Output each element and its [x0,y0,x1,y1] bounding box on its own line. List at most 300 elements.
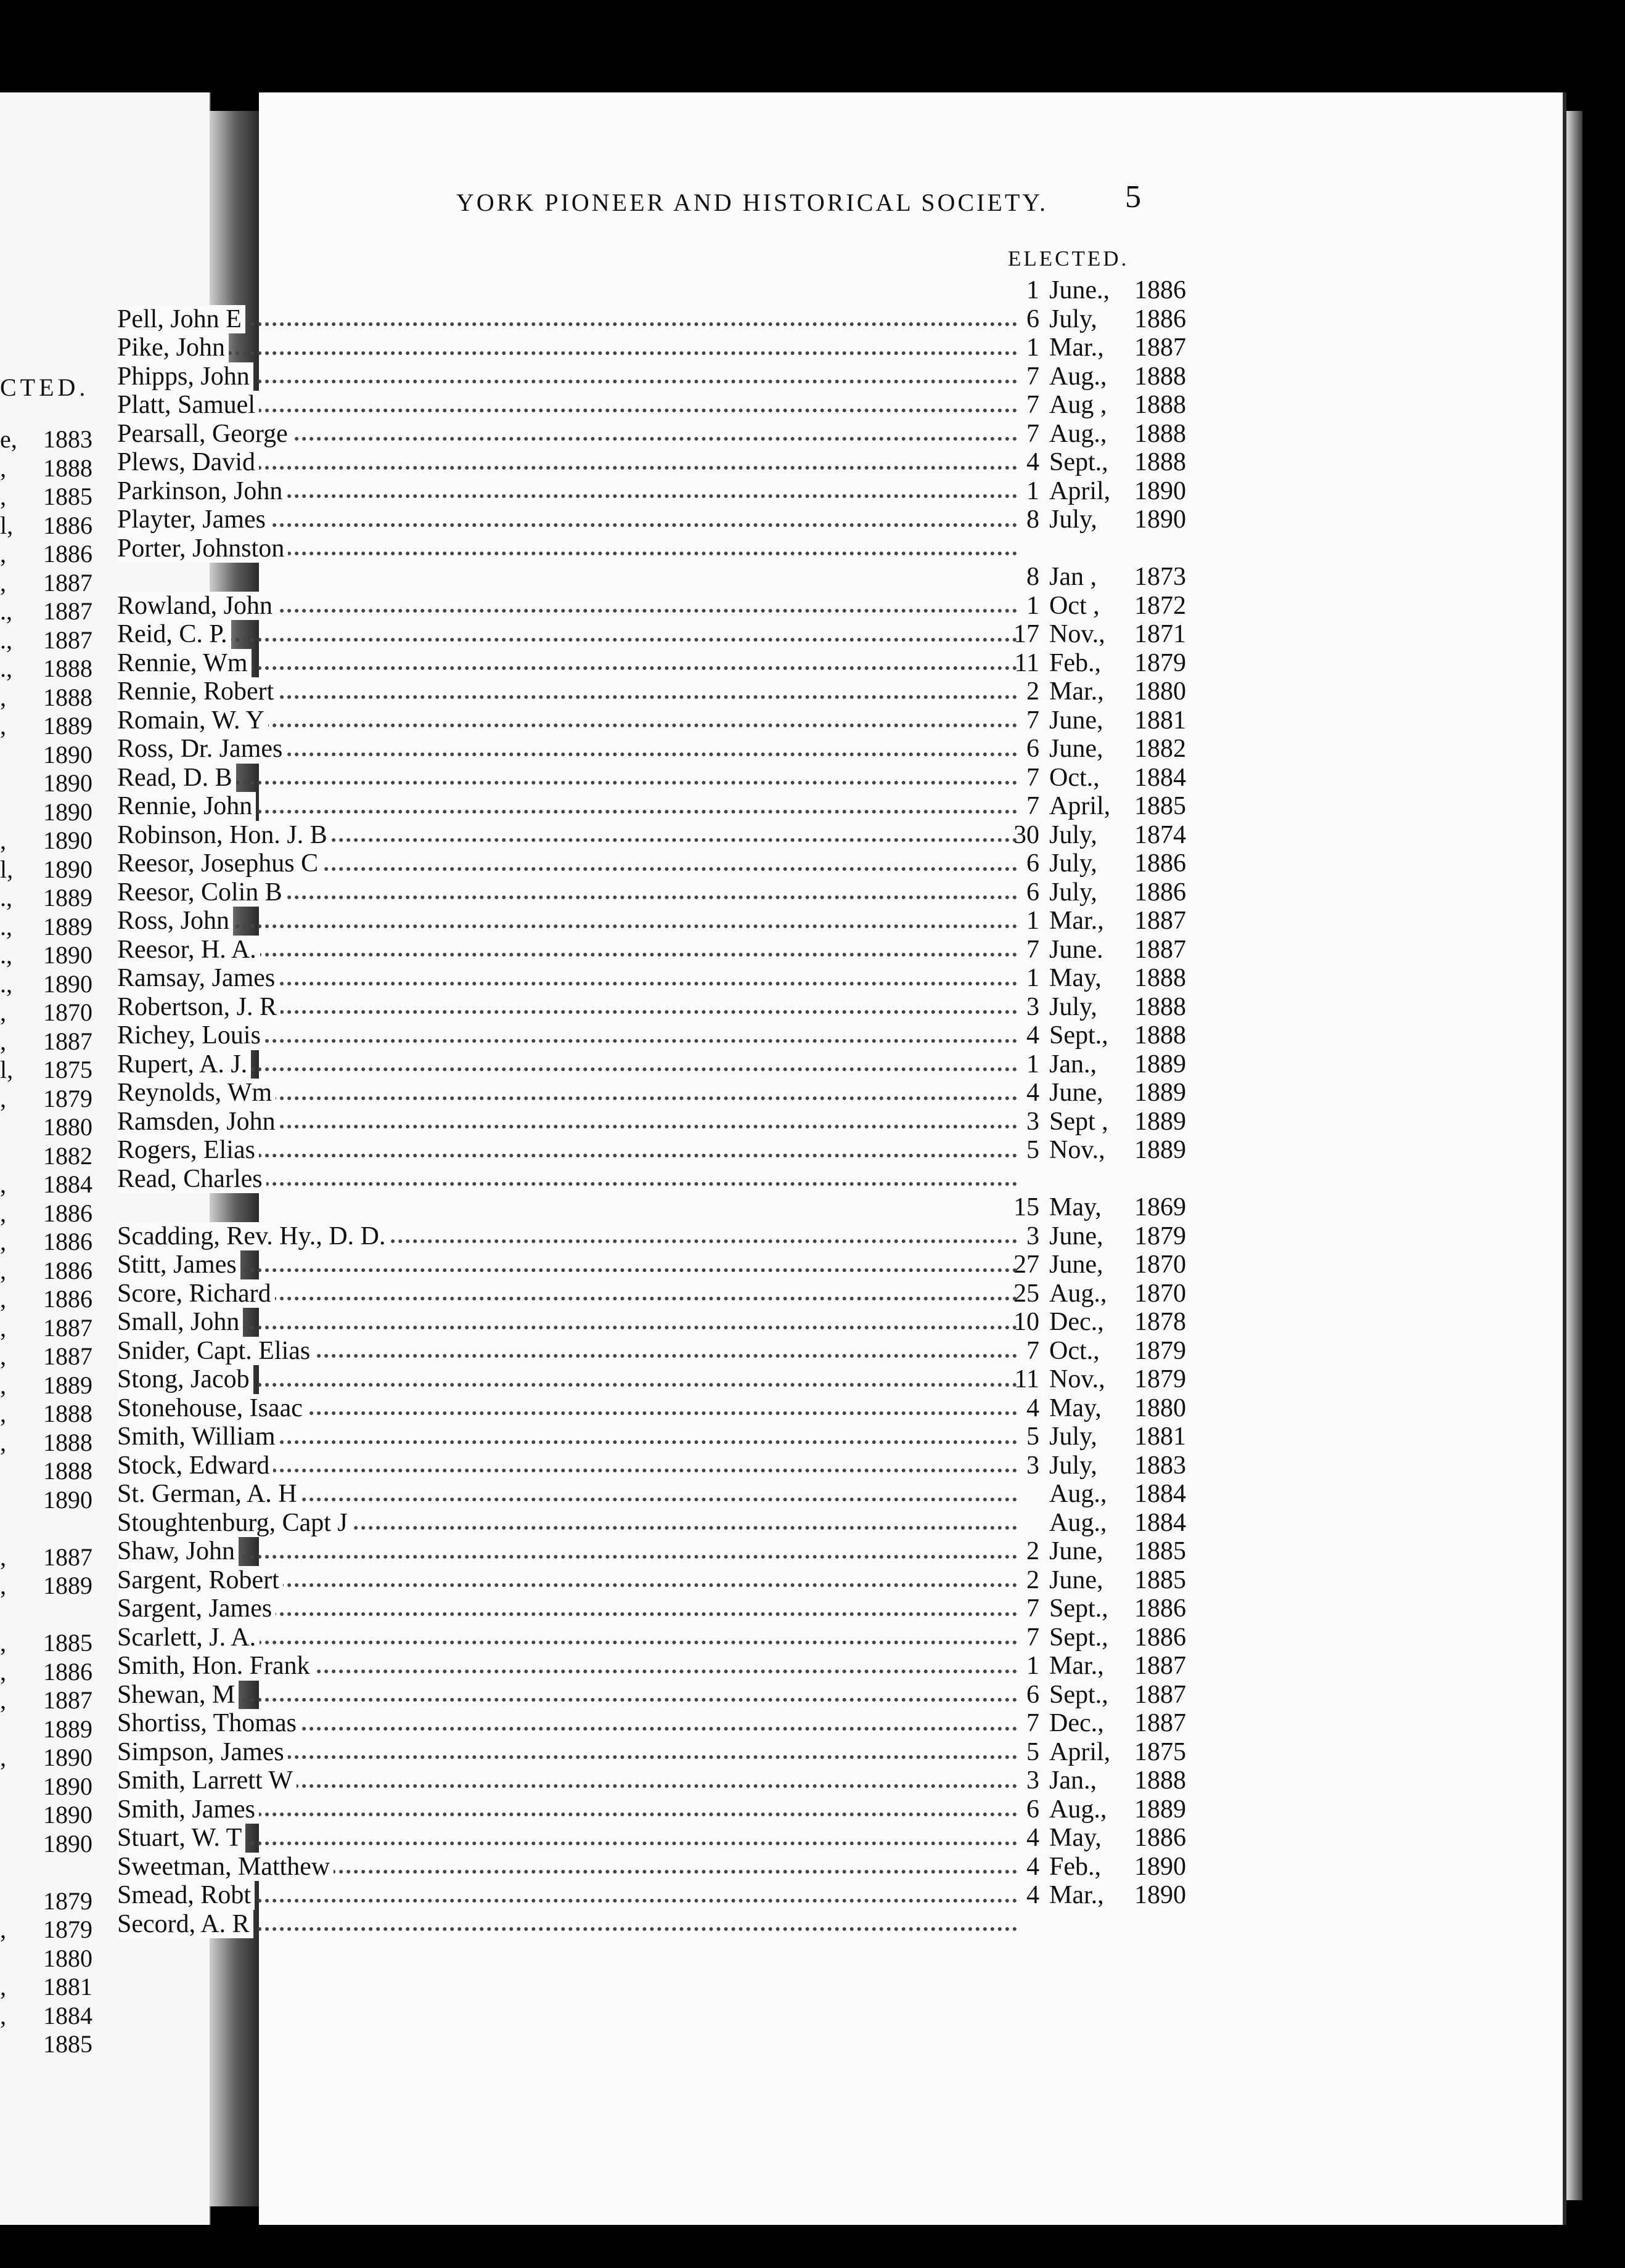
member-entry [117,1222,1221,1251]
member-name: Stuart, W. T [117,1824,245,1853]
left-year: 1887 [43,1313,92,1342]
left-fragment: , [0,454,6,482]
left-year: 1885 [43,2030,92,2058]
member-name: Phipps, John [117,362,253,391]
left-fragment: , [0,483,6,510]
member-entry [117,849,1221,878]
elected-year: 1888 [1134,964,1186,992]
left-year: 1889 [43,1572,92,1599]
elected-day: 7 [1026,362,1039,391]
member-entry [117,391,1221,420]
elected-day: 5 [1026,1737,1039,1766]
left-gap [0,1858,92,1887]
left-year: 1880 [43,1113,92,1141]
elected-month: June., [1049,276,1110,304]
elected-year: 1889 [1134,1050,1186,1079]
member-name: Rogers, Elias [117,1136,259,1165]
left-fragment: , [0,1629,6,1657]
elected-year: 1886 [1134,1594,1186,1623]
left-year: 1887 [43,1342,92,1370]
elected-month: Oct., [1049,763,1100,792]
left-fragment: , [0,1572,6,1599]
elected-day: 3 [1026,992,1039,1021]
elected-day: 6 [1026,735,1039,763]
member-name: Shortiss, Thomas [117,1709,300,1738]
elected-month: June, [1049,735,1103,763]
dot-leader [117,1067,1017,1071]
member-name: Ramsay, James [117,964,279,993]
left-year: 1884 [43,1170,92,1198]
elected-month: Jan , [1049,563,1097,591]
member-entry [117,1050,1221,1079]
elected-year: 1887 [1134,907,1186,935]
left-fragment [0,1772,11,1801]
elected-month: July, [1049,878,1097,907]
elected-month: Sept , [1049,1107,1108,1136]
member-entry [117,821,1221,850]
left-year: 1890 [43,797,92,826]
elected-month: Nov., [1049,1136,1105,1164]
left-fragment: ., [0,626,12,654]
member-name: Smith, James [117,1795,259,1824]
elected-month: July, [1049,1422,1097,1451]
member-name: Secord, A. R [117,1910,253,1939]
elected-month: May, [1049,1393,1102,1422]
elected-year: 1888 [1134,391,1186,419]
member-entry [117,1107,1221,1136]
left-entry [0,826,92,855]
elected-year: 1888 [1134,419,1186,448]
elected-year: 1886 [1134,1623,1186,1652]
left-year: 1879 [43,1915,92,1943]
left-entry [0,597,92,626]
left-year: 1887 [43,1027,92,1055]
left-entry [0,1228,92,1257]
member-name: Stong, Jacob [117,1365,253,1394]
left-entry [0,569,92,598]
left-entry [0,1314,92,1343]
elected-year: 1888 [1134,362,1186,391]
left-fragment: , [0,2001,6,2029]
left-fragment: ., [0,969,12,998]
elected-month: July, [1049,849,1097,878]
elected-month: June, [1049,1537,1103,1565]
elected-month: May, [1049,1193,1102,1222]
elected-month: Oct , [1049,591,1100,620]
member-name: St. German, A. H [117,1480,301,1509]
elected-month: July, [1049,1451,1097,1480]
member-entry [117,1021,1221,1050]
elected-year: 1889 [1134,1107,1186,1136]
member-entry [117,1451,1221,1480]
left-year: 1888 [43,454,92,482]
left-entry [0,1686,92,1715]
left-fragment: , [0,1686,6,1714]
left-entry [0,913,92,942]
left-year: 1887 [43,1543,92,1571]
elected-day: 2 [1026,1537,1039,1565]
elected-year: 1889 [1134,1795,1186,1824]
left-year: 1890 [43,740,92,769]
member-name: Read, D. B [117,764,236,793]
left-year: 1885 [43,483,92,510]
member-entry [117,1365,1221,1394]
elected-day: 6 [1026,878,1039,907]
elected-month: Aug , [1049,391,1107,419]
elected-day: 1 [1026,907,1039,935]
member-entry [117,1709,1221,1738]
elected-year: 1878 [1134,1308,1186,1336]
elected-day: 7 [1026,792,1039,820]
elected-day: 8 [1026,563,1039,591]
elected-day: 17 [1013,620,1039,648]
elected-day: 7 [1026,419,1039,448]
elected-year: 1888 [1134,1021,1186,1050]
running-head: YORK PIONEER AND HISTORICAL SOCIETY. [456,189,1048,216]
elected-day: 1 [1026,964,1039,992]
left-fragment: , [0,1428,6,1456]
left-year: 1888 [43,1400,92,1427]
left-gap [0,1514,92,1543]
member-name: Playter, James [117,505,269,534]
elected-year: 1874 [1134,820,1186,849]
left-entry [0,1629,92,1658]
elected-year: 1887 [1134,1709,1186,1737]
left-year: 1888 [43,1428,92,1456]
left-year: 1883 [43,425,92,453]
elected-year: 1884 [1134,763,1186,792]
left-entry [0,1199,92,1228]
elected-month: Sept., [1049,1594,1108,1623]
elected-day: 6 [1026,304,1039,333]
member-name: Rennie, Wm [117,649,252,678]
elected-year: 1888 [1134,448,1186,476]
elected-year: 1882 [1134,735,1186,763]
left-year: 1886 [43,511,92,539]
left-entry [0,655,92,683]
left-entry [0,884,92,913]
member-name: Smith, Hon. Frank [117,1652,314,1681]
elected-year: 1887 [1134,935,1186,964]
elected-day: 3 [1026,1451,1039,1480]
member-entry [117,764,1221,793]
elected-year: 1870 [1134,1250,1186,1279]
member-entry [117,706,1221,735]
member-name: Sargent, James [117,1594,276,1623]
member-name: Ross, Dr. James [117,735,286,764]
member-entry [117,477,1221,506]
elected-month: June, [1049,1079,1103,1107]
left-fragment: , [0,1199,6,1227]
left-year: 1886 [43,1228,92,1255]
member-name: Porter, Johnston [117,534,288,563]
member-name: Platt, Samuel [117,391,259,420]
elected-month: July, [1049,820,1097,849]
elected-month: June, [1049,706,1103,735]
elected-day: 7 [1026,1709,1039,1737]
left-entry [0,425,92,454]
left-entry [0,1915,92,1944]
member-entry [117,993,1221,1022]
left-entry [0,1744,92,1772]
left-gap [0,1601,92,1630]
member-name: Rennie, Robert [117,677,277,706]
member-name: Stoughtenburg, Capt J [117,1509,351,1538]
left-entry [0,998,92,1027]
member-name: Plews, David [117,448,259,477]
elected-day: 11 [1014,1365,1039,1393]
left-fragment: , [0,712,6,740]
left-entry [0,1457,92,1486]
page-number: 5 [1125,179,1141,214]
member-name: Romain, W. Y [117,706,268,735]
elected-month: Nov., [1049,1365,1105,1393]
left-fragment [0,1142,11,1171]
left-entry [0,1342,92,1371]
member-name: Rowland, John [117,592,276,621]
member-entry [117,677,1221,706]
elected-month: Sept., [1049,1021,1108,1050]
left-year: 1888 [43,683,92,711]
elected-month: Dec., [1049,1308,1104,1336]
left-entry [0,1257,92,1286]
left-entry [0,1142,92,1171]
elected-day: 2 [1026,1565,1039,1594]
elected-year: 1886 [1134,849,1186,878]
left-year: 1881 [43,1973,92,2001]
left-year: 1889 [43,712,92,740]
elected-year: 1889 [1134,1136,1186,1164]
left-fragment: , [0,998,6,1026]
member-entry [117,305,1221,334]
elected-year: 1880 [1134,677,1186,706]
left-fragment: , [0,1170,6,1198]
elected-year: 1881 [1134,706,1186,735]
dot-leader [117,924,1017,928]
left-fragment [0,2030,11,2059]
elected-day: 11 [1014,648,1039,677]
elected-month: Mar., [1049,333,1104,362]
member-name: Sargent, Robert [117,1566,283,1595]
left-entry [0,855,92,884]
left-fragment: , [0,1285,6,1313]
elected-year: 1875 [1134,1737,1186,1766]
elected-month: May, [1049,964,1102,992]
elected-month: Aug., [1049,419,1107,448]
member-entry [117,792,1221,821]
elected-day: 3 [1026,1766,1039,1795]
member-name: Smead, Robt [117,1881,255,1910]
member-name: Small, John [117,1308,243,1337]
left-entry [0,512,92,540]
elected-day: 7 [1026,935,1039,964]
member-name: Smith, Larrett W [117,1766,297,1795]
elected-day: 3 [1026,1222,1039,1250]
dot-leader [117,638,1017,642]
left-fragment: , [0,1228,6,1255]
left-fragment: , [0,540,6,568]
member-entry [117,1824,1221,1853]
member-entry [117,1738,1221,1767]
member-entry [117,1422,1221,1451]
left-fragment: l, [0,511,14,539]
left-year: 1887 [43,568,92,597]
member-entry [117,1279,1221,1308]
elected-month: July, [1049,505,1097,534]
member-name: Stock, Edward [117,1451,273,1480]
elected-year: 1888 [1134,992,1186,1021]
elected-year: 1890 [1134,1881,1186,1909]
dot-leader [117,1326,1017,1329]
left-entry [0,1801,92,1830]
member-entry [117,735,1221,764]
elected-month: Sept., [1049,1623,1108,1652]
elected-month: Aug., [1049,1279,1107,1308]
page-edge [1566,111,1582,2200]
elected-year: 1883 [1134,1451,1186,1480]
left-fragment: , [0,568,6,597]
left-entry [0,1944,92,1973]
member-entry [117,1681,1221,1710]
member-list [117,276,1221,1938]
left-entry [0,769,92,798]
elected-day: 6 [1026,1680,1039,1709]
left-fragment: , [0,826,6,854]
elected-day: 5 [1026,1422,1039,1451]
elected-month: Sept., [1049,448,1108,476]
member-name: Pike, John [117,333,229,362]
member-name: Pearsall, George [117,420,292,449]
elected-day: 6 [1026,849,1039,878]
left-year: 1889 [43,1715,92,1743]
member-name: Shaw, John [117,1537,239,1566]
elected-day: 7 [1026,1594,1039,1623]
left-fragment [0,798,11,827]
elected-month: April, [1049,476,1111,505]
elected-day: 7 [1026,763,1039,792]
elected-month: Feb., [1049,648,1101,677]
left-entry [0,1887,92,1916]
left-year: 1890 [43,1801,92,1829]
elected-day: 5 [1026,1136,1039,1164]
elected-month: May, [1049,1824,1102,1852]
left-fragment: , [0,683,6,711]
elected-year: 1873 [1134,563,1186,591]
member-entry [117,276,1221,305]
elected-year: 1886 [1134,878,1186,907]
left-year: 1887 [43,597,92,625]
member-name: Robertson, J. R [117,993,280,1022]
left-entry [0,1973,92,2002]
member-entry [117,505,1221,534]
elected-month: Feb., [1049,1852,1101,1881]
elected-month: Mar., [1049,677,1104,706]
left-year: 1890 [43,941,92,969]
elected-month: Sept., [1049,1680,1108,1709]
elected-year: 1890 [1134,476,1186,505]
member-entry [117,1537,1221,1566]
elected-day: 1 [1026,591,1039,620]
elected-day: 4 [1026,1021,1039,1050]
left-year: 1886 [43,540,92,568]
member-entry [117,1136,1221,1165]
member-entry [117,362,1221,391]
member-name: Read, Charles [117,1165,266,1194]
member-entry [117,1881,1221,1910]
dot-leader [117,351,1017,355]
member-entry [117,563,1221,592]
left-fragment: ., [0,941,12,969]
elected-month: July, [1049,992,1097,1021]
elected-year: 1885 [1134,1537,1186,1565]
member-name: Scarlett, J. A. [117,1623,260,1652]
elected-year: 1887 [1134,1680,1186,1709]
left-fragment: , [0,1342,6,1370]
elected-month: Dec., [1049,1709,1104,1737]
member-name: Rennie, John [117,792,256,821]
elected-day: 7 [1026,1623,1039,1652]
elected-year: 1887 [1134,1652,1186,1680]
elected-column-header: ELECTED. [1008,247,1129,271]
left-entry [0,1830,92,1859]
left-fragment: , [0,1256,6,1284]
member-name: Stonehouse, Isaac [117,1394,306,1423]
elected-month: Jan., [1049,1050,1097,1079]
elected-day: 7 [1026,706,1039,735]
left-entry [0,1572,92,1601]
member-entry [117,1165,1221,1194]
elected-year: 1879 [1134,1222,1186,1250]
member-entry [117,1509,1221,1538]
member-entry [117,1652,1221,1681]
left-column-header: CTED. [0,373,89,401]
elected-day: 6 [1026,1795,1039,1824]
left-entry [0,1056,92,1085]
left-entry [0,1715,92,1744]
elected-day: 3 [1026,1107,1039,1136]
elected-day: 7 [1026,391,1039,419]
elected-year: 1881 [1134,1422,1186,1451]
elected-day: 2 [1026,677,1039,706]
elected-day: 4 [1026,1393,1039,1422]
elected-year: 1886 [1134,1824,1186,1852]
left-fragment: , [0,1915,6,1943]
left-fragment: , [0,1400,6,1427]
left-year: 1885 [43,1629,92,1657]
member-name: Simpson, James [117,1738,288,1767]
elected-month: Aug., [1049,1480,1107,1508]
elected-day: 4 [1026,448,1039,476]
elected-month: July, [1049,304,1097,333]
member-entry [117,1308,1221,1337]
left-fragment: l, [0,1056,14,1083]
member-entry [117,1566,1221,1595]
elected-day: 27 [1013,1250,1039,1279]
elected-day: 1 [1026,476,1039,505]
left-year: 1889 [43,1371,92,1399]
elected-day: 1 [1026,1652,1039,1680]
elected-month: Mar., [1049,1881,1104,1909]
member-name: Score, Richard [117,1279,275,1308]
elected-day: 4 [1026,1881,1039,1909]
elected-year: 1879 [1134,648,1186,677]
member-name: Rupert, A. J. [117,1050,251,1079]
left-fragment [0,1457,11,1486]
left-fragment [0,1801,11,1830]
left-entry [0,1170,92,1199]
left-year: 1875 [43,1056,92,1083]
elected-year: 1889 [1134,1079,1186,1107]
